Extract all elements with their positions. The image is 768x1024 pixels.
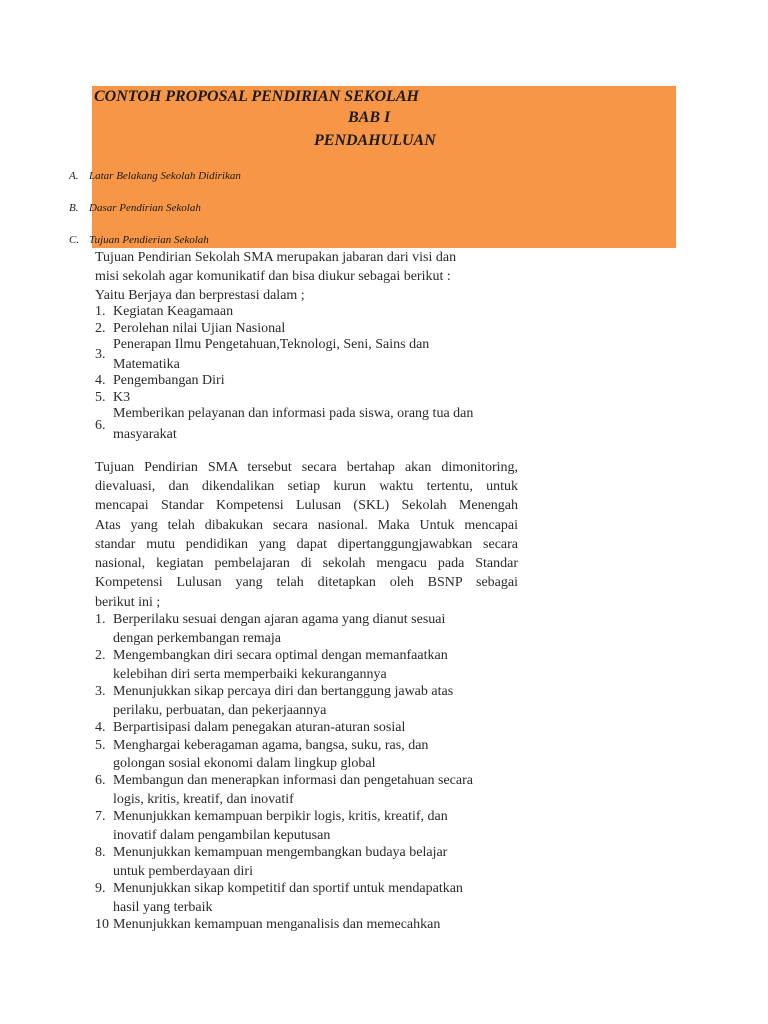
- list1-item-text: Pengembangan Diri: [113, 373, 225, 388]
- list2-number: 8.: [95, 845, 106, 860]
- list2-number: 9.: [95, 881, 106, 896]
- list2-item-text: Mengembangkan diri secara optimal dengan memanfaatkan: [113, 648, 448, 663]
- paragraph-line: standar mutu pendidikan yang dapat dipertanggungjawabkan secara: [95, 537, 518, 552]
- section-heading-a: [69, 170, 241, 182]
- list1-number: 4.: [95, 373, 106, 388]
- intro-line: Tujuan Pendirian Sekolah SMA merupakan jabaran dari visi dan: [95, 250, 457, 265]
- list2-number: 2.: [95, 648, 106, 663]
- list2-item-text: perilaku, perbuatan, dan pekerjaannya: [113, 703, 327, 718]
- chapter-number: BAB I: [348, 109, 391, 126]
- list2-item-text: kelebihan diri serta memperbaiki kekurangannya: [113, 667, 387, 682]
- list2-number: 6.: [95, 773, 106, 788]
- section-heading-c: [69, 234, 209, 246]
- section-letter: B.: [69, 202, 79, 214]
- section-letter: A.: [69, 170, 79, 182]
- paragraph-line: berikut ini ;: [95, 595, 161, 610]
- list2-item-text: logis, kritis, kreatif, dan inovatif: [113, 792, 294, 807]
- section-label: Tujuan Pendierian Sekolah: [89, 234, 209, 246]
- list2-item-text: Menunjukkan kemampuan berpikir logis, kritis, kreatif, dan: [113, 809, 448, 824]
- list2-item-text: golongan sosial ekonomi dalam lingkup global: [113, 756, 376, 771]
- list2-number: 5.: [95, 738, 106, 753]
- paragraph-line: dievaluasi, dan dikendalikan setiap kurun waktu tertentu, untuk: [95, 479, 518, 494]
- paragraph-line: Kompetensi Lulusan yang telah ditetapkan oleh BSNP sebagai: [95, 575, 518, 590]
- list1-number: 6.: [95, 418, 106, 433]
- section-label: Dasar Pendirian Sekolah: [89, 202, 201, 214]
- list2-item-text: dengan perkembangan remaja: [113, 631, 281, 646]
- paragraph-line: Tujuan Pendirian SMA tersebut secara bertahap akan dimonitoring,: [95, 460, 518, 475]
- list1-number: 3.: [95, 347, 106, 362]
- section-letter: C.: [69, 234, 80, 246]
- section-heading-b: [69, 202, 201, 214]
- list2-number: 10: [95, 917, 109, 932]
- list2-item-text: Berperilaku sesuai dengan ajaran agama yang dianut sesuai: [113, 612, 446, 627]
- list2-item-text: untuk pemberdayaan diri: [113, 864, 253, 879]
- paragraph-line: Atas yang telah dibakukan secara nasional. Maka Untuk mencapai: [95, 518, 518, 533]
- list1-item-text: Penerapan Ilmu Pengetahuan,Teknologi, Seni, Sains dan: [113, 337, 430, 352]
- intro-line: misi sekolah agar komunikatif dan bisa diukur sebagai berikut :: [95, 269, 451, 284]
- list1-number: 1.: [95, 304, 106, 319]
- list1-item-text: Memberikan pelayanan dan informasi pada siswa, orang tua dan: [113, 406, 474, 421]
- intro-line: Yaitu Berjaya dan berprestasi dalam ;: [95, 288, 305, 303]
- list1-item-text: masyarakat: [113, 427, 177, 442]
- list1-number: 2.: [95, 321, 106, 336]
- list2-item-text: Menunjukkan sikap percaya diri dan bertanggung jawab atas: [113, 684, 454, 699]
- document-title: CONTOH PROPOSAL PENDIRIAN SEKOLAH: [94, 88, 419, 105]
- list2-number: 7.: [95, 809, 106, 824]
- list2-item-text: Menunjukkan kemampuan menganalisis dan memecahkan: [113, 917, 441, 932]
- list1-item-text: Perolehan nilai Ujian Nasional: [113, 321, 286, 336]
- list1-number: 5.: [95, 390, 106, 405]
- section-label: Latar Belakang Sekolah Didirikan: [89, 170, 241, 182]
- list2-item-text: Menunjukkan kemampuan mengembangkan budaya belajar: [113, 845, 448, 860]
- paragraph-line: nasional, kegiatan pembelajaran di sekolah mengacu pada Standar: [95, 556, 518, 571]
- list2-item-text: inovatif dalam pengambilan keputusan: [113, 828, 331, 843]
- paragraph-line: mencapai Standar Kompetensi Lulusan (SKL) Sekolah Menengah: [95, 498, 518, 513]
- list2-item-text: hasil yang terbaik: [113, 900, 213, 915]
- list1-item-text: Matematika: [113, 357, 180, 372]
- list2-item-text: Menunjukkan sikap kompetitif dan sportif untuk mendapatkan: [113, 881, 463, 896]
- list2-number: 3.: [95, 684, 106, 699]
- list2-item-text: Menghargai keberagaman agama, bangsa, suku, ras, dan: [113, 738, 429, 753]
- list2-item-text: Berpartisipasi dalam penegakan aturan-aturan sosial: [113, 720, 406, 735]
- list2-item-text: Membangun dan menerapkan informasi dan pengetahuan secara: [113, 773, 473, 788]
- chapter-title: PENDAHULUAN: [314, 132, 436, 149]
- list1-item-text: K3: [113, 390, 131, 405]
- list1-item-text: Kegiatan Keagamaan: [113, 304, 234, 319]
- list2-number: 4.: [95, 720, 106, 735]
- list2-number: 1.: [95, 612, 106, 627]
